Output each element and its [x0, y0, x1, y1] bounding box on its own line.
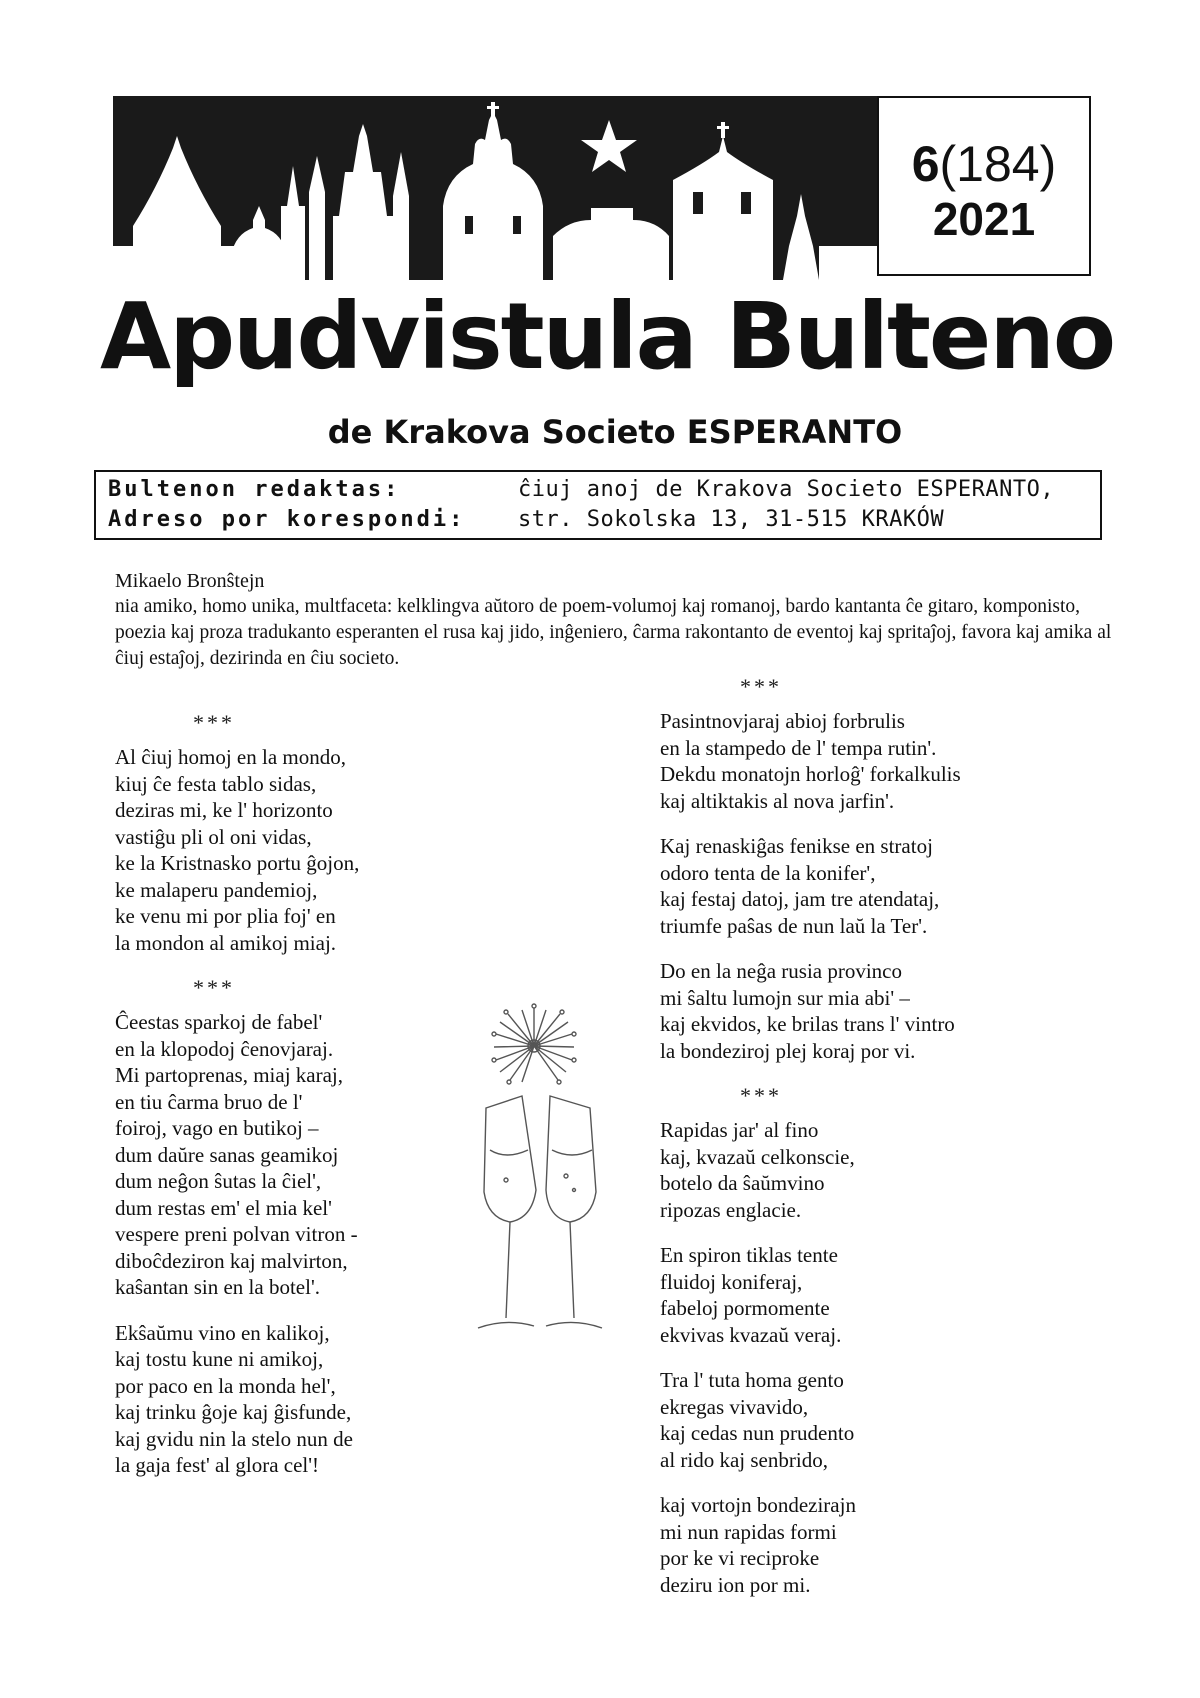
author-intro — [115, 568, 1115, 672]
page-title: Apudvistula Bulteno — [100, 283, 1115, 390]
poem-line: dum neĝon ŝutas la ĉiel', — [115, 1169, 322, 1193]
poem-line: por paco en la monda hel', — [115, 1373, 336, 1398]
poem-line: vespere preni polvan vitron - — [115, 1222, 358, 1246]
editors-row — [96, 475, 1100, 505]
poem-line: deziras mi, ke l' horizonto — [115, 798, 333, 822]
poem-line: kaj ekvidos, ke brilas trans l' vintro — [660, 1012, 955, 1036]
poem-line: ke la Kristnasko portu ĝojon, — [115, 851, 360, 875]
issue-year: 2021 — [932, 193, 1036, 245]
poem-line: en la stampedo de l' tempa rutin'. — [660, 735, 937, 760]
section-separator: *** — [740, 1083, 782, 1108]
poem-line: mi nun rapidas formi — [660, 1519, 837, 1544]
poem-line: diboĉdeziron kaj malvirton, — [115, 1248, 348, 1273]
poem-line: la bondeziroj plej koraj por vi. — [660, 1038, 916, 1063]
section-separator: *** — [193, 975, 235, 1000]
stanza — [660, 1242, 1080, 1348]
poem-line: Ekŝaŭmu vino en kalikoj, — [115, 1320, 330, 1345]
page-subtitle: de Krakova Societo ESPERANTO — [327, 413, 903, 451]
poem-line: ekvivas kvazaŭ veraj. — [660, 1322, 842, 1347]
poem-line: dum daŭre sanas geamikoj — [115, 1142, 339, 1167]
poem-line: Mi partoprenas, miaj karaj, — [115, 1063, 344, 1087]
stanza — [660, 833, 1080, 939]
poem-line: ke venu mi por plia foj' en — [115, 904, 336, 928]
firework-icon — [492, 1004, 576, 1084]
section-separator: *** — [740, 674, 782, 699]
poem-line: kiuj ĉe festa tablo sidas, — [115, 771, 317, 796]
poem-right-column — [660, 674, 1080, 1617]
poem-line: Al ĉiuj homoj en la mondo, — [115, 745, 346, 769]
poem-line: kaj trinku ĝoje kaj ĝisfunde, — [115, 1400, 352, 1424]
poem-line: triumfe paŝas de nun laŭ la Ter'. — [660, 913, 928, 938]
poem-line: vastiĝu pli ol oni vidas, — [115, 824, 312, 849]
poem-line: odoro tenta de la konifer', — [660, 860, 876, 885]
address-label: Adreso por korespondi: — [108, 507, 466, 532]
poem-line: kaj vortojn bondezirajn — [660, 1493, 856, 1517]
poem-line: la mondon al amikoj miaj. — [115, 930, 337, 955]
poem-line: Pasintnovjaraj abioj forbrulis — [660, 709, 905, 733]
poem-line: fluidoj koniferaj, — [660, 1269, 803, 1294]
stanza — [660, 1117, 1080, 1223]
poem-part-3 — [660, 708, 1080, 1064]
editors-value: ĉiuj anoj de Krakova Societo ESPERANTO, — [518, 477, 1055, 502]
poem-line: kaj cedas nun prudento — [660, 1421, 855, 1445]
poem-line: Tra l' tuta homa gento — [660, 1368, 844, 1392]
editors-label: Bultenon redaktas: — [108, 477, 401, 502]
champagne-glasses-illustration — [466, 1000, 616, 1340]
poem-line: kaj tostu kune ni amikoj, — [115, 1347, 324, 1371]
poem-line: Dekdu monatojn horloĝ' forkalkulis — [660, 762, 961, 786]
poem-line: ripozas englacie. — [660, 1197, 802, 1222]
poem-line: ekregas vivavido, — [660, 1394, 809, 1419]
poem-line: Rapidas jar' al fino — [660, 1118, 819, 1142]
poem-line: la gaja fest' al glora cel'! — [115, 1453, 320, 1477]
poem-line: Do en la neĝa rusia provinco — [660, 959, 903, 983]
stanza — [660, 1367, 1080, 1473]
stanza — [660, 958, 1080, 1064]
poem-line: kaj gvidu nin la stelo nun de — [115, 1426, 353, 1451]
section-separator: *** — [193, 710, 235, 735]
poem-part-1 — [115, 744, 555, 956]
address-value: str. Sokolska 13, 31-515 KRAKÓW — [518, 507, 945, 532]
editorial-info-box — [94, 470, 1102, 540]
poem-line: al rido kaj senbrido, — [660, 1447, 828, 1472]
poem-line: kaŝantan sin en la botel'. — [115, 1275, 320, 1299]
poem-line: ke malaperu pandemioj, — [115, 877, 318, 902]
city-skyline-banner — [113, 96, 879, 280]
poem-part-4 — [660, 1117, 1080, 1598]
poem-line: por ke vi reciproke — [660, 1546, 820, 1570]
author-description: nia amiko, homo unika, multfaceta: kelklingva aŭtoro de poem-volumoj kaj romanoj, bardo kantanta ĉe gitaro, komponisto, poezia kaj proza tradukanto esperanten el rusa kaj jido, inĝeniero, ĉarma rakontanto de eventoj kaj spritaĵoj, favora kaj amika al ĉiuj estaĵoj, dezirinda en ĉiu societo. — [115, 596, 1112, 669]
issue-number: 6 — [911, 136, 940, 192]
poem-line: en la klopodoj ĉenovjaraj. — [115, 1036, 334, 1061]
issue-cumulative: (184) — [939, 136, 1057, 192]
stanza — [115, 1320, 555, 1479]
poem-line: kaj altiktakis al nova jarfin'. — [660, 788, 895, 813]
poem-line: foiroj, vago en butikoj – — [115, 1116, 319, 1140]
poem-line: mi ŝaltu lumojn sur mia abi' – — [660, 985, 910, 1010]
poem-line: Ĉeestas sparkoj de fabel' — [115, 1010, 323, 1034]
poem-line: kaj festaj datoj, jam tre atendataj, — [660, 887, 940, 911]
stanza — [115, 744, 555, 956]
poem-line: En spiron tiklas tente — [660, 1243, 838, 1267]
poem-line: Kaj renaskiĝas fenikse en stratoj — [660, 834, 933, 858]
stanza — [660, 1492, 1080, 1598]
issue-box — [877, 96, 1091, 276]
author-name: Mikaelo Bronŝtejn — [115, 570, 265, 592]
poem-line: deziru ion por mi. — [660, 1572, 811, 1597]
stanza — [660, 708, 1080, 814]
poem-line: dum restas em' el mia kel' — [115, 1195, 332, 1220]
poem-line: kaj, kvazaŭ celkonscie, — [660, 1144, 855, 1169]
address-row — [96, 505, 1100, 535]
poem-line: botelo da ŝaŭmvino — [660, 1171, 825, 1195]
poem-line: en tiu ĉarma bruo de l' — [115, 1089, 303, 1114]
poem-line: fabeloj pormomente — [660, 1296, 830, 1320]
